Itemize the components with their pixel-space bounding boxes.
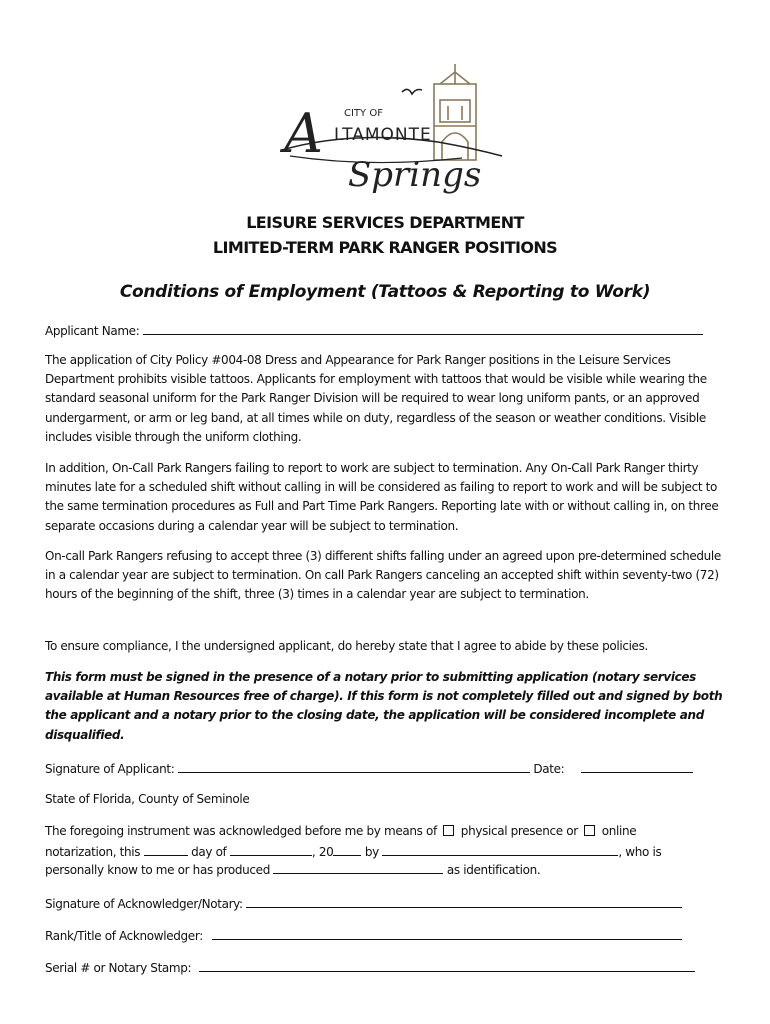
applicant-signature-label: Signature of Applicant:	[45, 762, 175, 776]
day-field[interactable]	[144, 843, 188, 856]
by-label: by	[364, 845, 379, 859]
online-checkbox[interactable]	[584, 825, 595, 836]
paragraph-refusing-shifts: On-call Park Rangers refusing to accept three (3) different shifts falling under an agreed upon pre-determined schedule in a calendar year are subject to termination. On call Park Rangers canceling an accepted shift within seventy-two (72) hours of the beginning of the shift, three (3) times in a calendar year are subject to termination.	[45, 549, 721, 602]
svg-text:LTAMONTE: LTAMONTE	[334, 125, 432, 145]
online-label: online	[601, 824, 637, 838]
notarization-this-label: notarization, this	[45, 845, 141, 859]
paragraph-notary-requirement: This form must be signed in the presence of a notary prior to submitting application (notary services available at Human Resources free of charge). If this form is not completely filled out and signed by both the applicant and a notary prior to the closing date, the application will be considered incomplete and disqualified.	[45, 670, 723, 742]
serial-stamp-label: Serial # or Notary Stamp:	[45, 961, 192, 975]
svg-text:Springs: Springs	[348, 155, 482, 195]
applicant-name-field[interactable]	[143, 322, 703, 335]
rank-title-field[interactable]	[212, 927, 682, 940]
notary-intro: The foregoing instrument was acknowledged before me by means of	[45, 824, 437, 838]
as-identification-label: as identification.	[446, 863, 541, 877]
applicant-name-row	[45, 322, 703, 339]
notary-signature-field[interactable]	[246, 895, 682, 908]
notary-signature-label: Signature of Acknowledger/Notary:	[45, 897, 243, 911]
rank-title-row	[45, 927, 682, 944]
year-prefix-label: , 20	[311, 845, 334, 859]
personally-known-label: personally know to me or has produced	[45, 863, 270, 877]
physical-presence-checkbox[interactable]	[443, 825, 454, 836]
serial-stamp-row	[45, 959, 695, 976]
notary-line-3	[45, 861, 540, 878]
city-logo	[262, 60, 512, 200]
notary-signature-row	[45, 895, 682, 912]
applicant-name-label: Applicant Name:	[45, 324, 140, 338]
city-logo-graphic	[262, 60, 512, 200]
serial-stamp-field[interactable]	[199, 959, 695, 972]
paragraph-tattoo-policy: The application of City Policy #004-08 Dress and Appearance for Park Ranger positions in the Leisure Services Department prohibits visible tattoos. Applicants for employment with tattoos that would be visible while wearing the standard seasonal uniform for the Park Ranger Division will be required to wear long uniform pants, or an approved undergarment, or arm or leg band, at all times while on duty, regardless of the season or weather conditions. Visible includes visible through the uniform clothing.	[45, 353, 707, 444]
state-county: State of Florida, County of Seminole	[45, 792, 250, 806]
applicant-signature-field[interactable]	[178, 760, 530, 773]
header-line-1: LEISURE SERVICES DEPARTMENT	[246, 213, 524, 232]
acknowledged-by-field[interactable]	[382, 843, 618, 856]
svg-text:A: A	[284, 102, 323, 165]
paragraph-compliance: To ensure compliance, I the undersigned applicant, do hereby state that I agree to abide by these policies.	[45, 639, 648, 653]
notary-line-2	[45, 843, 661, 860]
month-field[interactable]	[230, 843, 312, 856]
document-subtitle: Conditions of Employment (Tattoos & Reporting to Work)	[119, 282, 651, 302]
day-of-label: day of	[191, 845, 227, 859]
who-is-label: , who is	[618, 845, 662, 859]
department-header	[0, 210, 770, 260]
paragraph-reporting-to-work: In addition, On-Call Park Rangers failing to report to work are subject to termination. Any On-Call Park Ranger thirty minutes late for a scheduled shift without calling in will be considered as failing to report to work and will be subject to the same termination procedures as Full and Part Time Park Rangers. Reporting late with or without calling in, on three separate occasions during a calendar year will be subject to termination.	[45, 461, 719, 533]
rank-title-label: Rank/Title of Acknowledger:	[45, 929, 203, 943]
year-field[interactable]	[333, 843, 361, 856]
notary-line-1	[45, 823, 636, 839]
identification-field[interactable]	[273, 861, 443, 874]
date-field[interactable]	[581, 760, 693, 773]
physical-presence-label: physical presence or	[460, 824, 578, 838]
applicant-signature-row	[45, 760, 693, 777]
date-label: Date:	[533, 762, 565, 776]
svg-text:CITY OF: CITY OF	[344, 108, 383, 119]
header-line-2: LIMITED-TERM PARK RANGER POSITIONS	[212, 238, 558, 257]
